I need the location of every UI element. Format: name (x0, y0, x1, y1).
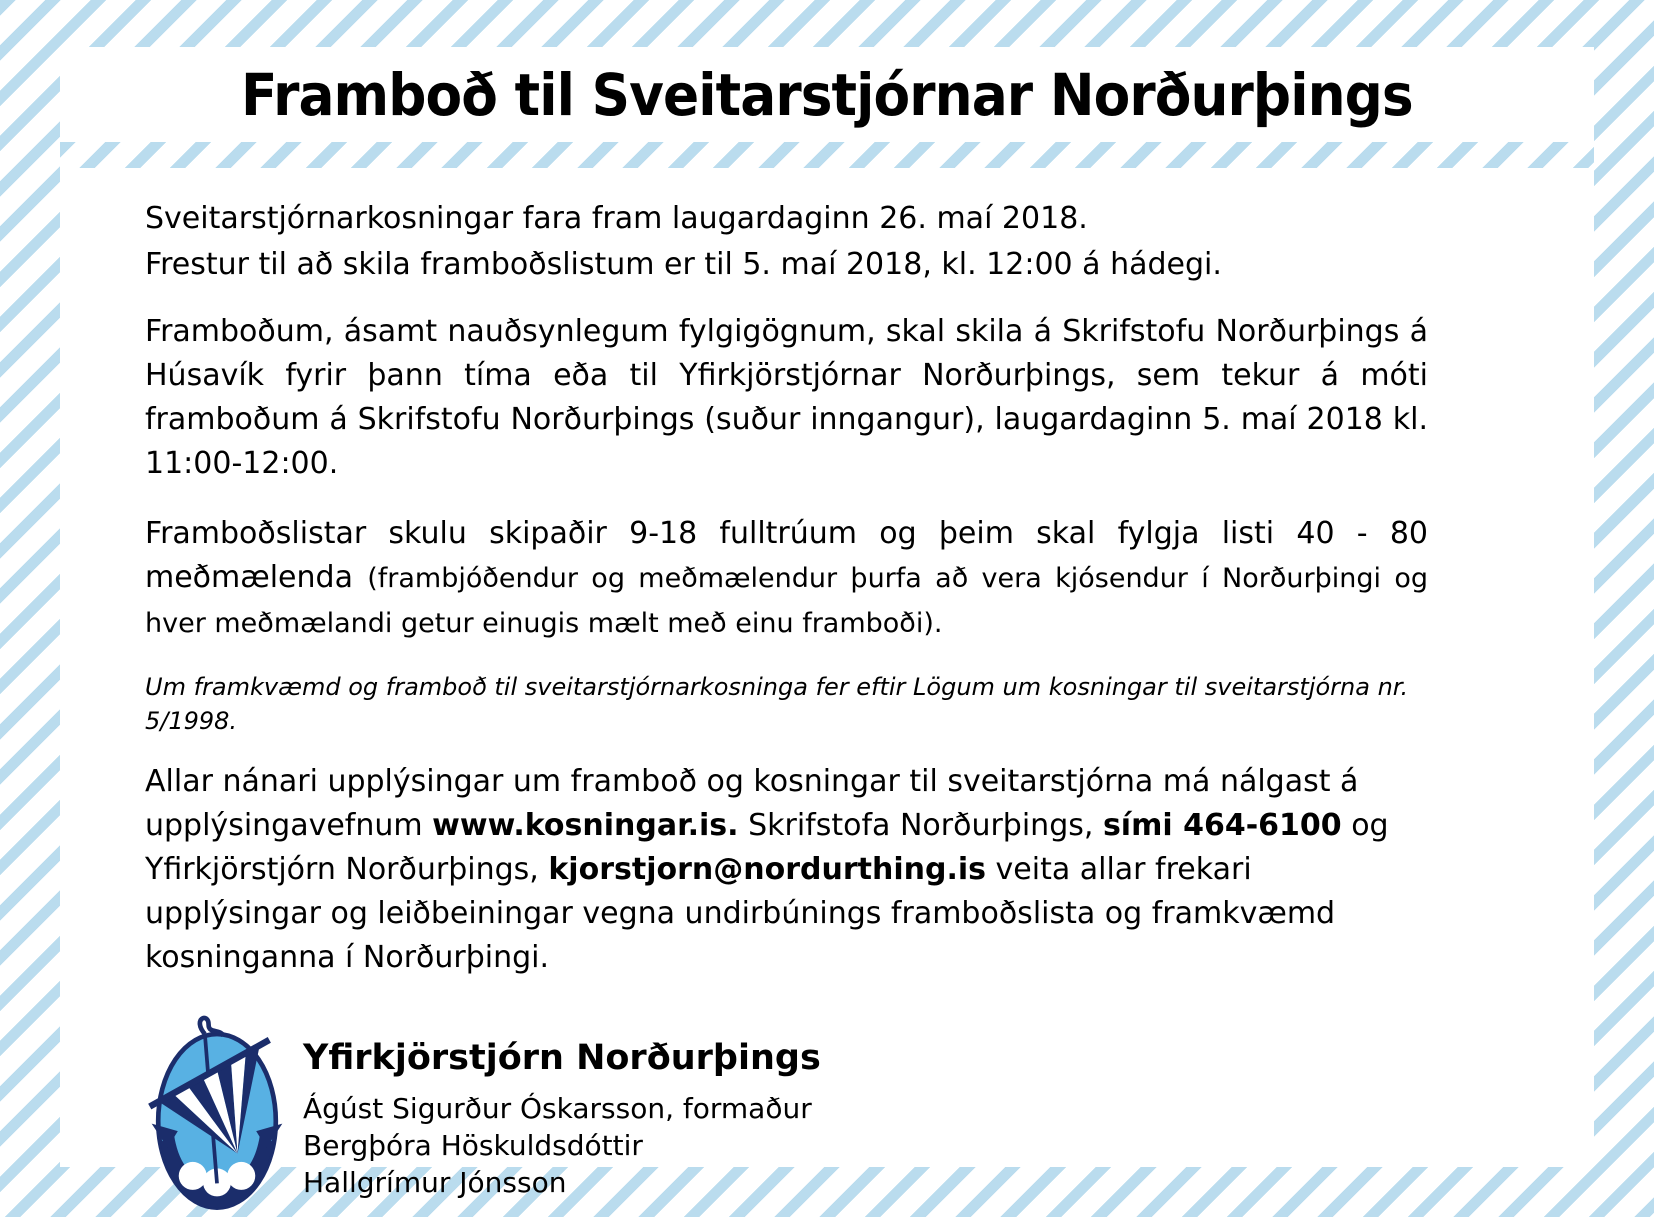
viking-ship-logo-icon (147, 1004, 287, 1217)
flyer-inner-panel (60, 47, 1594, 1199)
deadline-line: Frestur til að skila framboðslistum er til 5. maí 2018, kl. 12:00 á hádegi. (145, 247, 1222, 282)
signature-block (145, 1004, 1428, 1217)
paragraph-list-requirements (145, 512, 1428, 646)
website-link-text: www.kosningar.is. (432, 808, 739, 843)
committee-member-1: Ágúst Sigurður Óskarsson, formaður (303, 1092, 812, 1125)
info-text: Allar nánari upplýsingar um framboð og kosningar til sveitarstjórna má nálgast á upplýsingavefnum (145, 764, 1359, 843)
list-requirements-note: (frambjóðendur og meðmælendur þurfa að vera kjósendur í Norðurþingi og hver meðmælandi getur einugis mælt með einu framboði). (145, 563, 1428, 639)
info-text: og Yfirkjörstjórn Norðurþings, (145, 808, 1389, 887)
info-text: veita allar frekari upplýsingar og leiðbeiningar vegna undirbúnings framboðslista og framkvæmd kosninganna í Norðurþingi. (145, 852, 1336, 975)
page-title: Framboð til Sveitarstjórnar Norðurþings (241, 60, 1413, 129)
committee-member-3: Hallgrímur Jónsson (303, 1166, 567, 1199)
email-address: kjorstjorn@nordurthing.is (548, 852, 986, 887)
paragraph-further-info (145, 760, 1428, 980)
paragraph-election-dates (145, 196, 1428, 288)
list-requirements-main: Framboðslistar skulu skipaðir 9-18 fulltrúum og þeim skal fylgja listi 40 - 80 meðmælenda (145, 516, 1428, 595)
committee-member-2: Bergþóra Höskuldsdóttir (303, 1129, 643, 1162)
flyer-body (60, 168, 1594, 1217)
paragraph-law-reference: Um framkvæmd og framboð til sveitarstjórnarkosninga fer eftir Lögum um kosningar til sveitarstjórna nr. 5/1998. (145, 673, 1409, 735)
election-date-line: Sveitarstjórnarkosningar fara fram laugardaginn 26. maí 2018. (145, 201, 1088, 236)
info-text: Skrifstofa Norðurþings, (738, 808, 1103, 843)
paragraph-submission-info: Framboðum, ásamt nauðsynlegum fylgigögnum, skal skila á Skrifstofu Norðurþings á Húsavík fyrir þann tíma eða til Yfirkjörstjórnar Norðurþings, sem tekur á móti framboðum á Skrifstofu Norðurþings (suður inngangur), laugardaginn 5. maí 2018 kl. 11:00-12:00. (145, 314, 1428, 481)
title-band (60, 47, 1594, 142)
signature-text (303, 1004, 821, 1201)
committee-name: Yfirkjörstjórn Norðurþings (303, 1038, 821, 1078)
striped-ribbon (60, 142, 1594, 168)
phone-number: sími 464-6100 (1102, 808, 1342, 843)
